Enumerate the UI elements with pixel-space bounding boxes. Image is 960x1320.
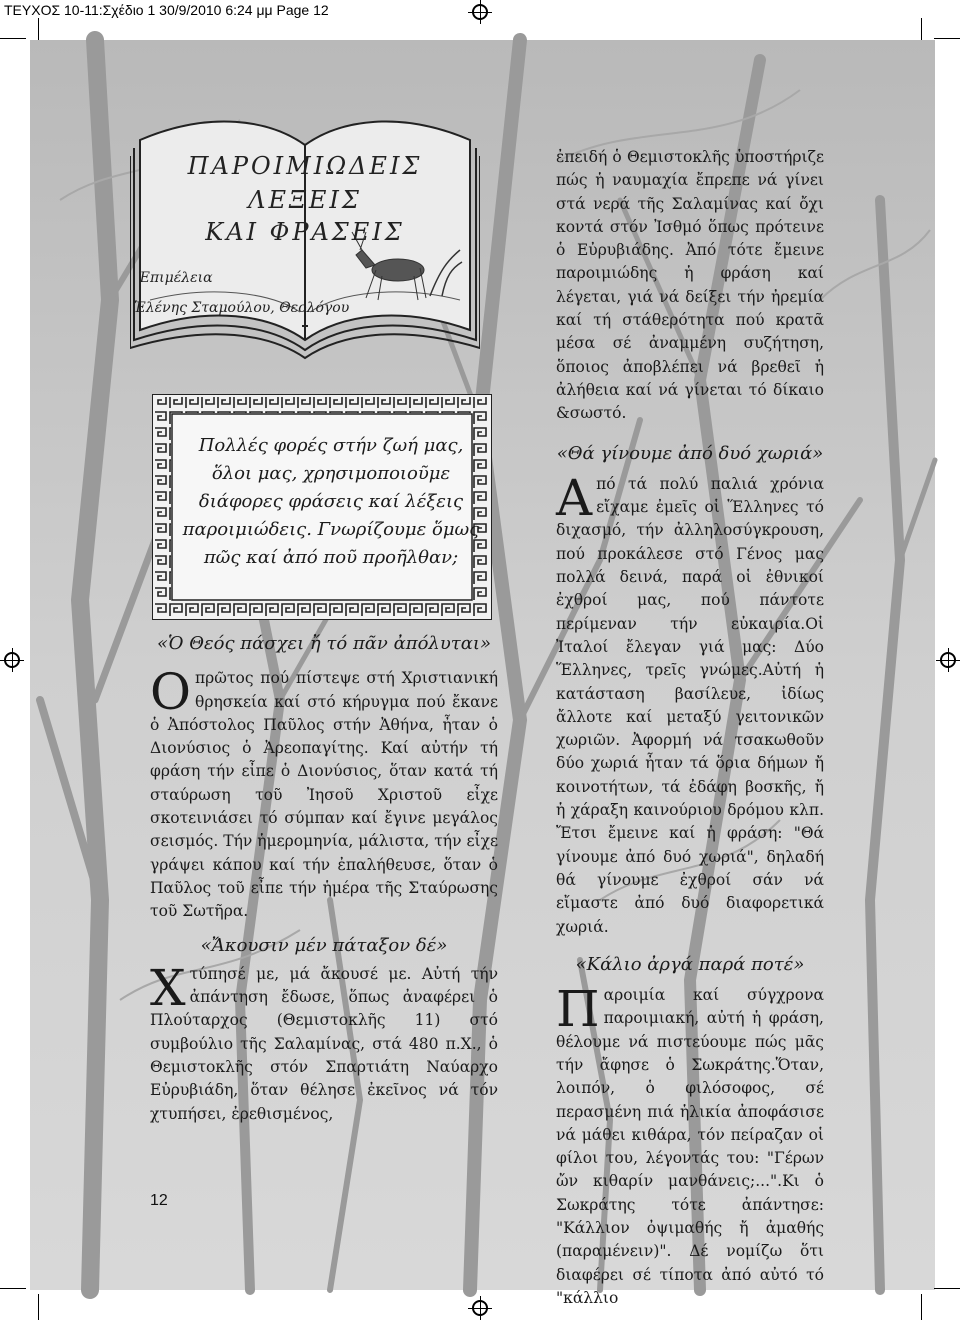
crop-mark	[0, 1288, 26, 1289]
intro-text: Πολλές φορές στήν ζωή μας, ὅλοι μας, χρησιμοποιοῦμε διάφορες φράσεις καί λέξεις παροιμιώδεις. Γνωρίζουμε ὅμως πῶς καί ἀπό ποῦ προῆλθαν;	[182, 435, 480, 568]
book-title-line: ΠΑΡΟΙΜΙΩΔΕΙΣ	[187, 152, 423, 180]
book-illustration	[130, 100, 480, 360]
drop-cap: Π	[556, 980, 600, 1039]
crop-mark	[38, 1294, 39, 1320]
editor-label: Ἐπιμέλεια	[138, 270, 213, 286]
registration-mark-icon	[472, 4, 488, 20]
section-heading: «Ὁ Θεός πάσχει ἤ τό πᾶν ἀπόλυται»	[157, 633, 491, 654]
crop-mark	[38, 18, 39, 40]
book-title-line: ΚΑΙ ΦΡΑΣΕΙΣ	[205, 218, 405, 246]
registration-mark-icon	[940, 652, 956, 668]
page-number: 12	[150, 1192, 168, 1209]
editor-name: Ἑλένης Σταμούλου, Θεολόγου	[134, 300, 350, 316]
paragraph-text: πό τά πολύ παλιά χρόνια εἴχαμε ἐμεῖς οἱ Ἕλληνες τό διχασμό, τήν ἀλληλοσύγκρουση, πού προκάλεσε στό Γένος μας πολλά δεινά, παρά οἱ ἐθνικοί ἐχθροί μας, πού πάντοτε περίμεναν τήν εὐκαιρία.Οἱ Ἰταλοί ἔλεγαν γιά μας: Δύο Ἕλληνες, τρεῖς γνώμες.Αὐτή ἡ κατάσταση βασίλευε, ἰδίως ἄλλοτε καί μεταξύ γειτονικῶν χωριῶν. Ἀφορμή νά τσακωθοῦν δύο χωριά ἦταν τά ὅρια δήμων ἤ κοινοτήτων, τά ἐδάφη βοσκῆς, ἤ ἡ χάραξη καινούριου δρόμου κλπ. Ἔτσι ἔμεινε καί ἡ φράση: "Θά γίνουμε ἀπό δυό χωριά", δηλαδή θά γίνουμε ἐχθροί σάν νά εἴμαστε ἀπό δυό διαφορετικά χωριά.	[556, 474, 824, 936]
right-column	[556, 146, 824, 1310]
crop-mark	[934, 1288, 960, 1289]
paragraph-text: αροιμία καί σύγχρονα παροιμιακή, αὐτή ἡ φράση, θέλουμε νά πιστεύουμε πώς μᾶς τήν ἄφησε ὁ Σωκράτης.Ὅταν, λοιπόν, ὁ φιλόσοφος, σέ περασμένη πιά ἡλικία ἀποφάσισε νά μάθει κιθάρα, τόν πείραζαν οἱ φίλοι του, λέγοντάς του: "Γέρων ὤν κιθαρίν μανθάνεις;...".Κι ὁ Σωκράτης τότε ἀπάντησε: "Κάλλιον ὀψιμαθής ἤ ἀμαθής (παραμένειν)". Δέ νομίζω ὅτι διαφέρει σέ τίποτα ἀπό αὐτό τό "κάλλιο	[556, 986, 824, 1307]
paragraph	[556, 468, 824, 939]
paragraph-text: ἐπειδή ὁ Θεμιστοκλῆς ὑποστήριζε πώς ἡ ναυμαχία ἔπρεπε νά γίνει στά νερά τῆς Σαλαμίνας καί ὄχι κοντά στόν Ἰσθμό ὅπως πρότεινε ὁ Εὐρυβιάδης. Ἀπό τότε ἔμεινε παροιμιώδης ἡ φράση καί λέγεται, γιά νά δείξει τήν ἠρεμία καί τή στάθερότητα πού κρατᾶ μέσα σέ ἀναμμένη συζήτηση, ὅποιος ἀποβλέπει νά βρεθεῖ ἡ ἀλήθεια καί νά γίνεται τό δίκαιο &σωστό.	[556, 148, 824, 423]
crop-mark	[921, 18, 922, 40]
registration-mark-icon	[472, 1300, 488, 1316]
paragraph	[556, 980, 824, 1310]
section-heading: «Ἄκουσιν μέν πάταξον δέ»	[200, 934, 448, 956]
paragraph	[150, 958, 498, 1126]
crop-mark	[934, 38, 960, 39]
drop-cap: Ο	[150, 663, 191, 722]
registration-mark-icon	[4, 652, 20, 668]
section-heading: «Κάλιο ἀργά παρά ποτέ»	[575, 953, 805, 975]
paragraph-text: πρῶτος πού πίστεψε στή Χριστιανική θρησκεία καί στό κήρυγμα πού ἔκανε ὁ Ἀπόστολος Παῦλος στήν Ἀθήνα, ἦταν ὁ Διονύσιος ὁ Ἀρεοπαγίτης. Καί αὐτήν τή φράση τήν εἶπε ὁ Διονύσιος, ὅταν κατά τή σταύρωση τοῦ Ἰησοῦ Χριστοῦ εἶχε σκοτεινιάσει τό σύμπαν καί ἔγινε μεγάλος σεισμός. Τήν ἡμερομηνία, μάλιστα, τήν εἶχε γράψει κάπου καί τήν ἐπαλήθευσε, ὅταν ὁ Παῦλος τοῦ εἶπε τήν ἡμέρα τῆς Σταύρωσης τοῦ Σωτῆρα.	[150, 669, 498, 921]
section-heading: «Θά γίνουμε ἀπό δυό χωριά»	[556, 442, 824, 464]
print-slug: ΤΕΥΧΟΣ 10-11:Σχέδιο 1 30/9/2010 6:24 μμ Page 12	[4, 2, 329, 18]
drop-cap: Χ	[150, 958, 186, 1017]
crop-mark	[0, 38, 26, 39]
paragraph	[150, 663, 498, 923]
left-column	[150, 632, 498, 1126]
drop-cap: Α	[556, 468, 593, 527]
paragraph-text: τύπησέ με, μά ἄκουσέ με. Αὐτή τήν ἀπάντηση ἔδωσε, ὅπως ἀναφέρει ὁ Πλούταρχος (Θεμιστοκλῆς 11) στό συμβούλιο τῆς Σαλαμίνας, στά 480 π.Χ., ὁ Θεμιστοκλῆς στόν Σπαρτιάτη Ναύαρχο Εὐρυβιάδη, ὅταν θέλησε ἐκεῖνος νά τόν χτυπήσει, ἐρεθισμένος,	[150, 964, 498, 1123]
book-title-line: ΛΕΞΕΙΣ	[248, 186, 362, 214]
crop-mark	[921, 1294, 922, 1320]
